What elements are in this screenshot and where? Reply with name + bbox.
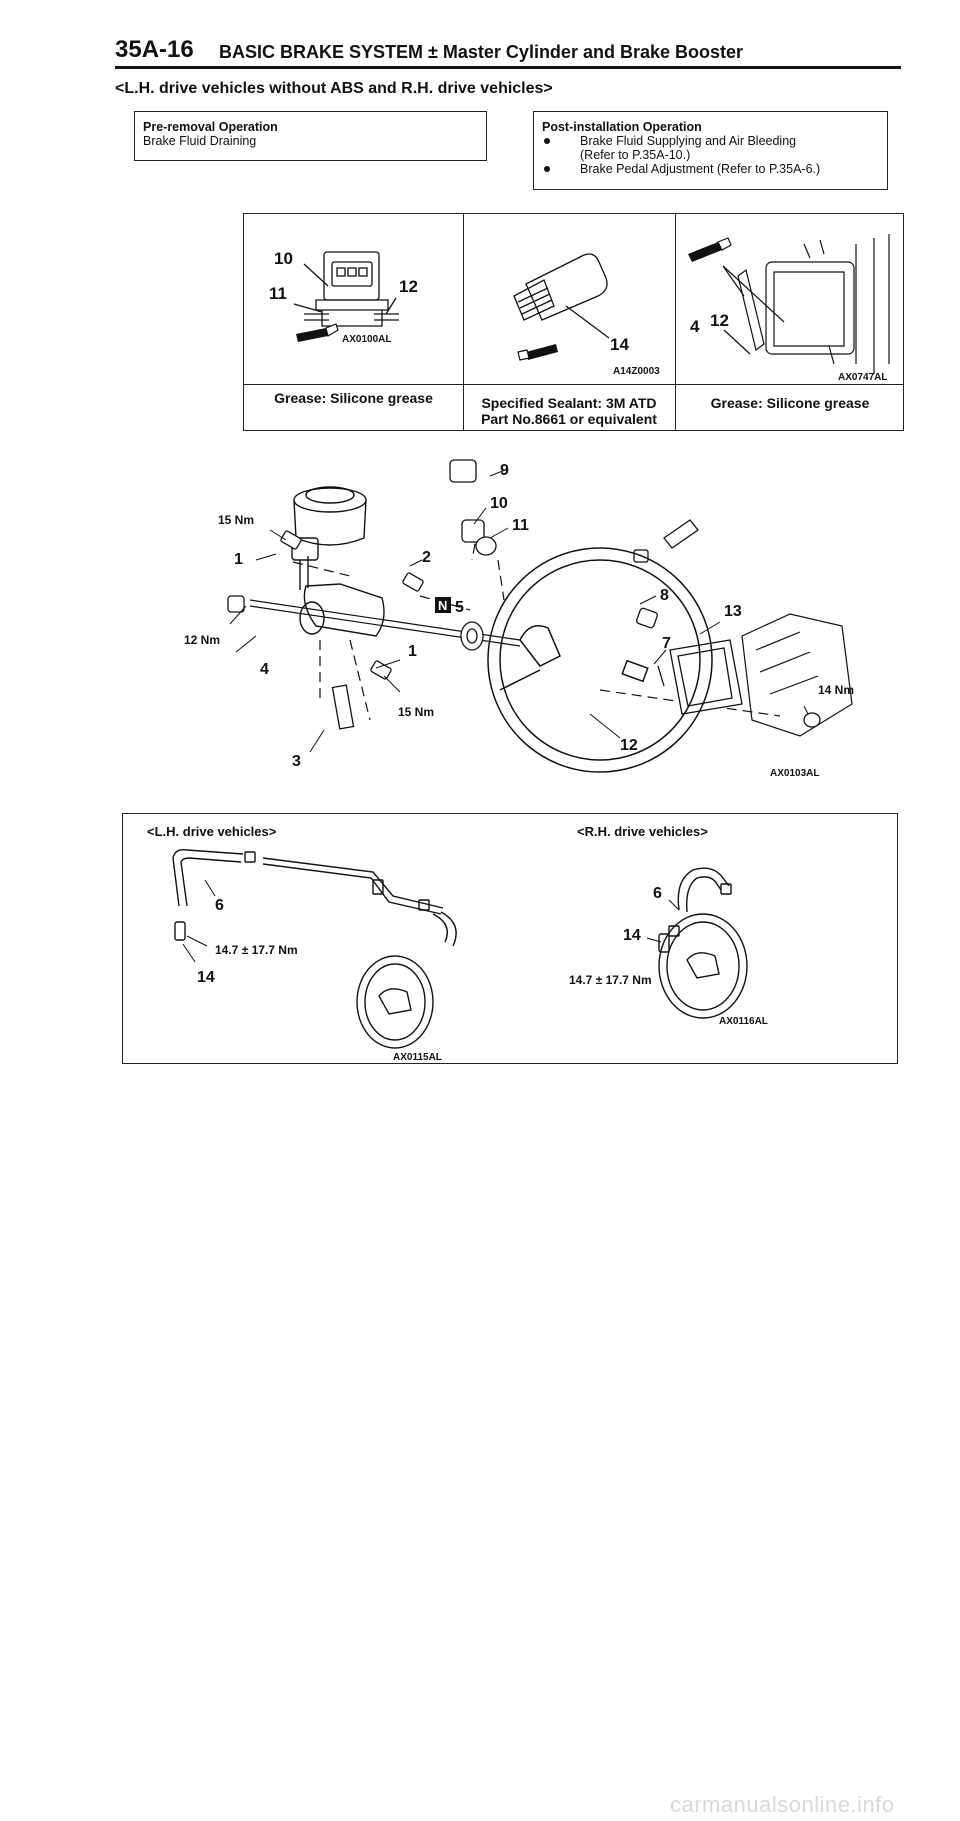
vacuum-hose-figure — [122, 813, 898, 1064]
callout-label: 14 — [610, 335, 629, 354]
torque-label: 15 Nm — [218, 513, 255, 527]
torque-label: 12 Nm — [184, 633, 221, 647]
callout-label: 4 — [260, 661, 269, 678]
post-installation-heading: Post-installation Operation — [542, 120, 702, 134]
figure-code: AX0116AL — [719, 1016, 768, 1027]
vehicle-body-illustration — [742, 614, 855, 736]
callout-label: 14 — [623, 927, 641, 944]
lh-drive-title: <L.H. drive vehicles> — [147, 824, 277, 839]
page-title: BASIC BRAKE SYSTEM ± Master Cylinder and Brake Booster — [219, 42, 743, 62]
torque-label: 14.7 ± 17.7 Nm — [215, 943, 298, 957]
master-cylinder-illustration — [292, 487, 384, 636]
figure-code: AX0115AL — [393, 1052, 442, 1063]
watermark: carmanualsonline.info — [670, 1792, 895, 1817]
callout-label: 14 — [197, 969, 215, 986]
figure-code: AX0747AL — [838, 372, 888, 383]
callout-label: 1 — [408, 643, 417, 660]
vacuum-hose-illustrations — [123, 814, 899, 1065]
callout-label: 11 — [512, 517, 529, 534]
callout-label: 3 — [292, 753, 301, 770]
pre-removal-item: Brake Fluid Draining — [143, 134, 257, 148]
table-caption-line: Part No.8661 or equivalent — [481, 411, 657, 427]
callout-leader-lines — [183, 880, 215, 962]
figure-code: AX0100AL — [342, 334, 392, 345]
callout-label: 6 — [215, 897, 224, 914]
callout-label: 13 — [724, 603, 742, 620]
table-caption-line: Specified Sealant: 3M ATD — [481, 395, 657, 411]
callout-label: 12 — [710, 311, 729, 330]
torque-label: 15 Nm — [398, 705, 435, 719]
callout-label: 12 — [399, 277, 418, 296]
callout-label: 7 — [662, 635, 671, 652]
section-subtitle: <L.H. drive vehicles without ABS and R.H. drive vehicles> — [115, 80, 553, 97]
callout-label: 5 — [455, 599, 464, 616]
torque-label: 14.7 ± 17.7 Nm — [569, 973, 652, 987]
rh-drive-title: <R.H. drive vehicles> — [577, 824, 708, 839]
list-item-line: Brake Pedal Adjustment (Refer to P.35A-6.) — [580, 162, 821, 176]
callout-label: 6 — [653, 885, 662, 902]
callout-label: 12 — [620, 737, 638, 754]
figure-code: A14Z0003 — [613, 366, 660, 377]
rh-hose-illustration — [659, 868, 747, 1018]
list-item-line: Brake Fluid Supplying and Air Bleeding — [580, 134, 797, 148]
callout-leader-lines — [230, 470, 808, 752]
table-caption: Grease: Silicone grease — [710, 395, 870, 411]
callout-label: 4 — [690, 317, 700, 336]
table-caption: Grease: Silicone grease — [274, 390, 433, 406]
callout-label: 10 — [490, 495, 508, 512]
callout-label: 8 — [660, 587, 669, 604]
callout-label: 11 — [269, 284, 287, 303]
callout-label: 10 — [274, 249, 293, 268]
callout-label: 1 — [234, 551, 243, 568]
figure-code: AX0103AL — [770, 768, 820, 779]
callout-label: 2 — [422, 549, 431, 566]
page-number: 35A-16 — [115, 36, 194, 63]
callout-label: 9 — [500, 462, 509, 479]
torque-label: 14 Nm — [818, 683, 855, 697]
pre-removal-heading: Pre-removal Operation — [143, 120, 278, 134]
new-part-mark: N — [438, 598, 448, 613]
list-item-line: (Refer to P.35A-10.) — [580, 148, 691, 162]
